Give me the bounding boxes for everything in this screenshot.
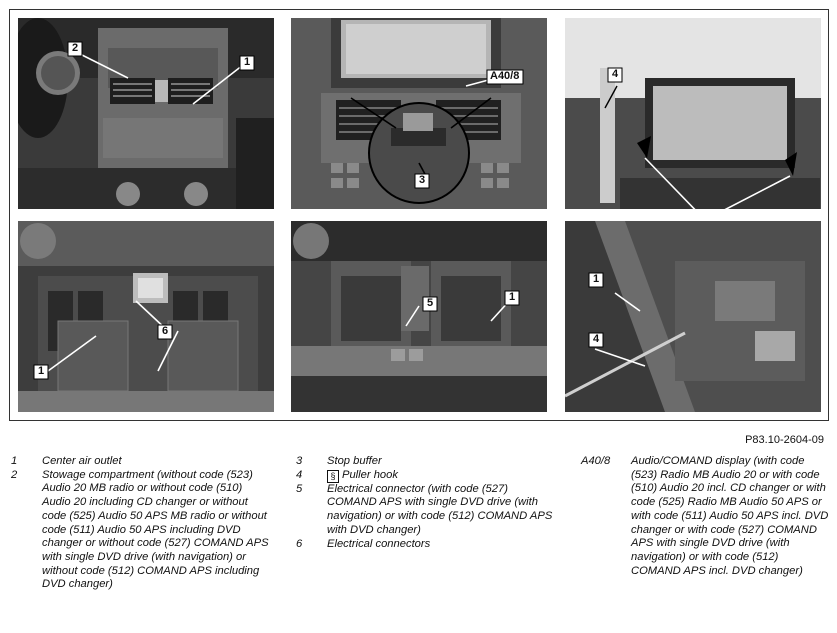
legend-text: Stowage compartment (without code (523) Audio 20 MB radio or without code (510) Audio 20 including CD changer or without code (525) Audio 50 APS MB radio or without code (511) Audio 50 APS including DVD changer or without code (527) COMAND APS with single DVD drive (with navigation) or without code (512) COMAND APS including DVD changer) [42,468,269,591]
legend-column-3 [581,455,831,578]
photo-console-stowage [18,18,274,209]
legend-text: Stop buffer [327,455,382,467]
callout-5: 5 [427,297,434,309]
photo-display-puller-hook [565,18,821,209]
legend-number: 5 [296,482,303,495]
legend-text-with-icon [327,469,556,483]
photo-display-stop-buffer [291,18,547,209]
legend-item [11,469,271,592]
callout-a40-8: A40/8 [490,70,520,82]
legend-number: A40/8 [581,455,611,467]
legend-text: Center air outlet [42,455,122,467]
callout-1: 1 [38,365,45,377]
puller-hook-tool-icon: § [327,470,339,483]
callout-1: 1 [244,56,251,68]
callout-4: 4 [593,333,600,345]
photo-console-puller-hook [565,221,821,412]
callout-4: 4 [612,68,619,80]
legend-column-1 [11,455,271,592]
legend-text: Electrical connector (with code (527) COMAND APS with single DVD drive (with navigation) or with code (512) COMAND APS with DVD changer) [327,482,553,536]
legend-number: 1 [11,455,18,467]
callout-3: 3 [419,174,426,186]
legend-number: 6 [296,537,303,550]
legend-item [296,469,556,483]
legend-column-2 [296,455,556,551]
figure-reference-code: P83.10-2604-09 [745,434,824,446]
legend-item [296,538,556,552]
callout-2: 2 [72,42,79,54]
legend-number: 2 [11,468,18,481]
photo-console-connectors [18,221,274,412]
callout-6: 6 [162,325,169,337]
callout-1: 1 [509,291,516,303]
legend-number: 3 [296,455,303,467]
legend-item [296,455,556,469]
legend-text: Audio/COMAND display (with code (523) Radio MB Audio 20 or with code (510) Audio 20 incl. CD changer or with code (525) Radio MB Audio 50 APS or with code (511) Audio 50 APS incl. DVD changer or with code (527) COMAND APS with single DVD drive (with navigation) or with code (512) COMAND APS incl. DVD changer) [631,455,829,577]
legend-item [296,483,556,538]
legend-text: Puller hook [342,468,398,481]
legend-number: 4 [296,468,303,481]
callout-1: 1 [593,273,600,285]
legend-item [581,455,831,578]
photo-display-connector [291,221,547,412]
legend-text: Electrical connectors [327,537,431,550]
legend-item [11,455,271,469]
